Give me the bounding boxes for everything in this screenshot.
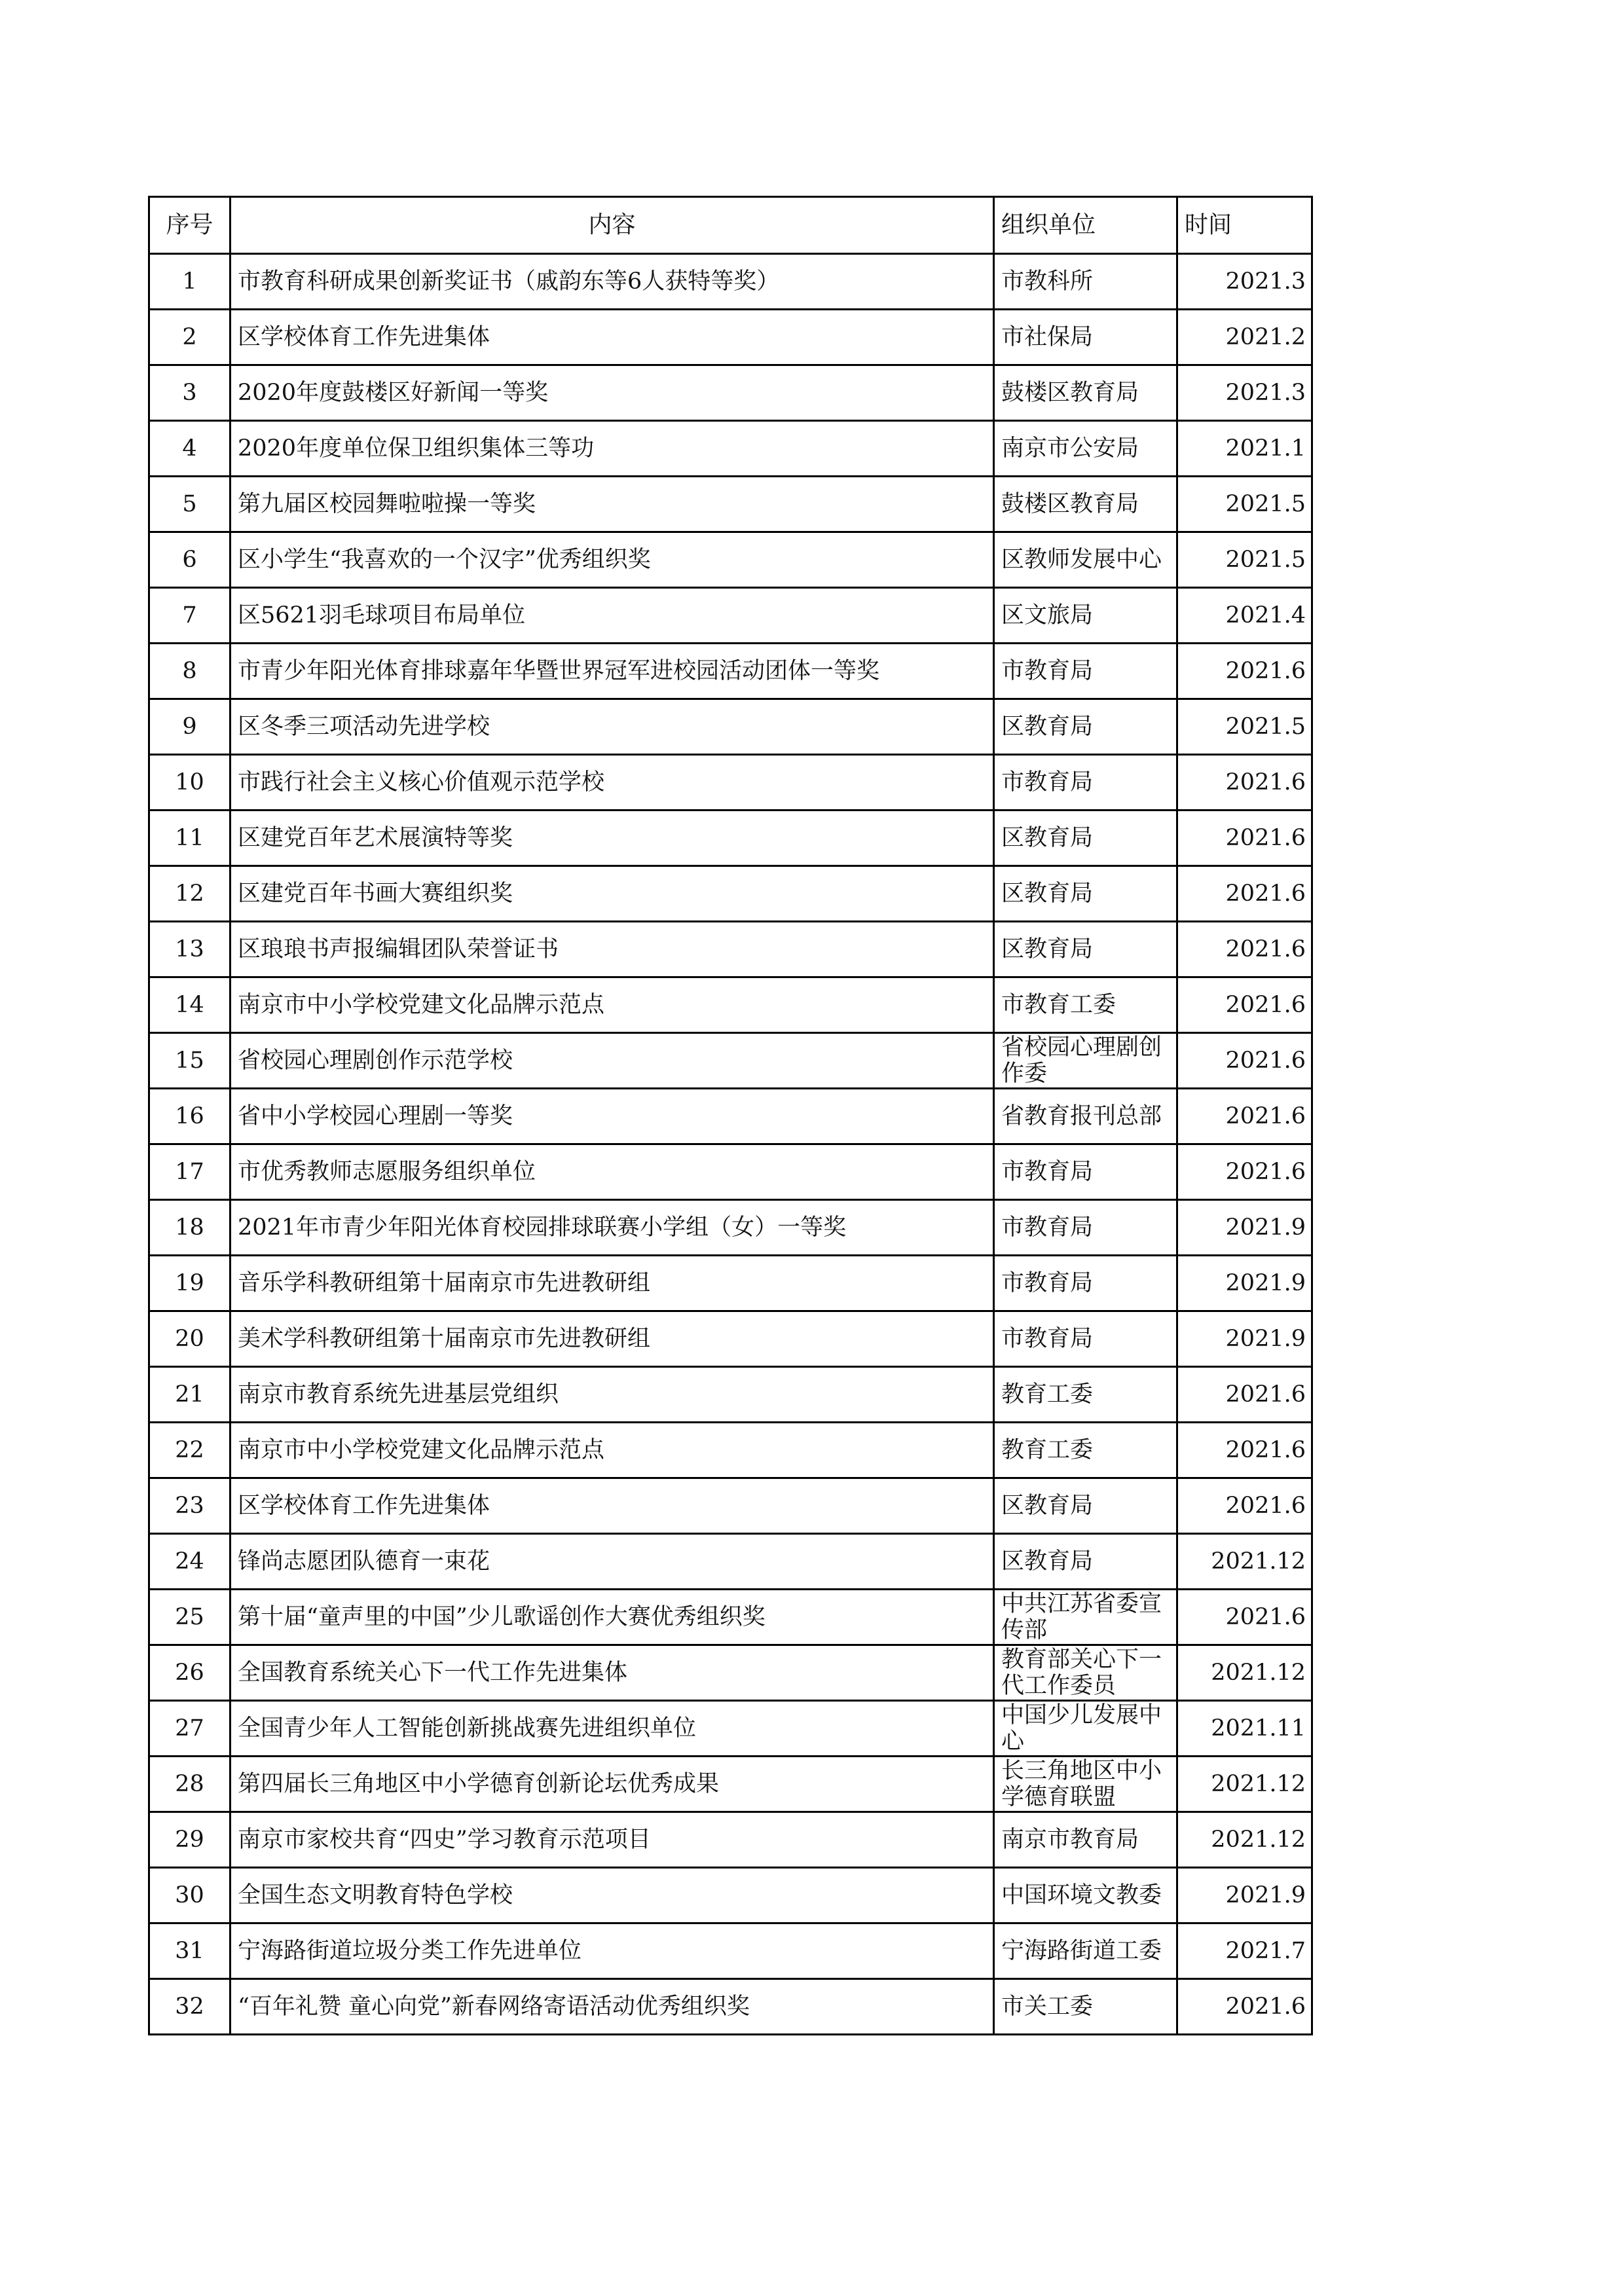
table-row bbox=[149, 977, 1312, 1033]
table-row bbox=[149, 1868, 1312, 1923]
row-serial-number: 30 bbox=[149, 1868, 231, 1923]
row-serial-number: 6 bbox=[149, 532, 231, 588]
row-organization-cell bbox=[994, 1089, 1177, 1144]
row-organization-cell bbox=[994, 1701, 1177, 1757]
table-row bbox=[149, 1089, 1312, 1144]
row-organization: 教育工委 bbox=[1001, 1437, 1094, 1463]
row-content: 区建党百年书画大赛组织奖 bbox=[231, 866, 994, 922]
table-row bbox=[149, 1311, 1312, 1367]
row-organization-cell bbox=[994, 1534, 1177, 1590]
row-time: 2021.6 bbox=[1177, 1979, 1312, 2035]
row-organization-cell bbox=[994, 1757, 1177, 1812]
row-content: 2020年度单位保卫组织集体三等功 bbox=[231, 421, 994, 477]
row-serial-number: 18 bbox=[149, 1200, 231, 1256]
row-organization: 教育工委 bbox=[1001, 1381, 1094, 1408]
row-time: 2021.6 bbox=[1177, 1423, 1312, 1478]
row-organization: 教育部关心下一代工作委员 bbox=[1001, 1647, 1162, 1699]
row-content: 市教育科研成果创新奖证书（戚韵东等6人获特等奖） bbox=[231, 254, 994, 310]
row-organization-cell bbox=[994, 310, 1177, 365]
row-organization-cell bbox=[994, 699, 1177, 755]
row-time: 2021.9 bbox=[1177, 1868, 1312, 1923]
row-organization-cell bbox=[994, 1144, 1177, 1200]
row-time: 2021.9 bbox=[1177, 1311, 1312, 1367]
row-time: 2021.6 bbox=[1177, 1033, 1312, 1089]
row-content: 第九届区校园舞啦啦操一等奖 bbox=[231, 477, 994, 532]
row-time: 2021.6 bbox=[1177, 1144, 1312, 1200]
row-time: 2021.9 bbox=[1177, 1200, 1312, 1256]
row-organization: 区教师发展中心 bbox=[1001, 547, 1162, 573]
row-content: 南京市中小学校党建文化品牌示范点 bbox=[231, 977, 994, 1033]
table-row bbox=[149, 1478, 1312, 1534]
row-time: 2021.6 bbox=[1177, 922, 1312, 977]
row-serial-number: 16 bbox=[149, 1089, 231, 1144]
row-time: 2021.5 bbox=[1177, 477, 1312, 532]
table-row bbox=[149, 421, 1312, 477]
row-organization-cell bbox=[994, 1478, 1177, 1534]
row-organization: 区教育局 bbox=[1001, 825, 1094, 851]
row-serial-number: 28 bbox=[149, 1757, 231, 1812]
row-organization: 市教育局 bbox=[1001, 1214, 1094, 1241]
table-row bbox=[149, 1701, 1312, 1757]
row-serial-number: 5 bbox=[149, 477, 231, 532]
table-row bbox=[149, 811, 1312, 866]
row-serial-number: 15 bbox=[149, 1033, 231, 1089]
row-organization: 南京市公安局 bbox=[1001, 435, 1139, 462]
row-serial-number: 21 bbox=[149, 1367, 231, 1423]
table-row bbox=[149, 588, 1312, 644]
table-row bbox=[149, 1812, 1312, 1868]
row-serial-number: 11 bbox=[149, 811, 231, 866]
row-time: 2021.11 bbox=[1177, 1701, 1312, 1757]
row-time: 2021.12 bbox=[1177, 1757, 1312, 1812]
row-content: 区学校体育工作先进集体 bbox=[231, 1478, 994, 1534]
row-organization-cell bbox=[994, 1200, 1177, 1256]
row-organization-cell bbox=[994, 477, 1177, 532]
row-content: 2021年市青少年阳光体育校园排球联赛小学组（女）一等奖 bbox=[231, 1200, 994, 1256]
row-organization: 市教育局 bbox=[1001, 658, 1094, 684]
row-organization-cell bbox=[994, 1590, 1177, 1645]
row-organization: 市教育局 bbox=[1001, 1326, 1094, 1352]
header-organization: 组织单位 bbox=[994, 197, 1177, 254]
row-serial-number: 25 bbox=[149, 1590, 231, 1645]
row-time: 2021.6 bbox=[1177, 1089, 1312, 1144]
row-time: 2021.12 bbox=[1177, 1534, 1312, 1590]
row-time: 2021.12 bbox=[1177, 1645, 1312, 1701]
header-serial-number: 序号 bbox=[149, 197, 231, 254]
row-content: 音乐学科教研组第十届南京市先进教研组 bbox=[231, 1256, 994, 1311]
table-row bbox=[149, 1256, 1312, 1311]
row-serial-number: 7 bbox=[149, 588, 231, 644]
row-organization-cell bbox=[994, 1311, 1177, 1367]
row-time: 2021.6 bbox=[1177, 866, 1312, 922]
row-content: 第十届“童声里的中国”少儿歌谣创作大赛优秀组织奖 bbox=[231, 1590, 994, 1645]
row-serial-number: 17 bbox=[149, 1144, 231, 1200]
row-serial-number: 3 bbox=[149, 365, 231, 421]
row-time: 2021.4 bbox=[1177, 588, 1312, 644]
row-time: 2021.5 bbox=[1177, 532, 1312, 588]
row-time: 2021.6 bbox=[1177, 1590, 1312, 1645]
row-content: 市青少年阳光体育排球嘉年华暨世界冠军进校园活动团体一等奖 bbox=[231, 644, 994, 699]
row-serial-number: 32 bbox=[149, 1979, 231, 2035]
row-time: 2021.6 bbox=[1177, 644, 1312, 699]
row-serial-number: 1 bbox=[149, 254, 231, 310]
row-content: 全国青少年人工智能创新挑战赛先进组织单位 bbox=[231, 1701, 994, 1757]
row-organization-cell bbox=[994, 811, 1177, 866]
row-organization: 市社保局 bbox=[1001, 324, 1094, 350]
table-row bbox=[149, 644, 1312, 699]
row-content: 区琅琅书声报编辑团队荣誉证书 bbox=[231, 922, 994, 977]
row-organization: 市教育工委 bbox=[1001, 992, 1116, 1018]
row-serial-number: 12 bbox=[149, 866, 231, 922]
row-organization: 区教育局 bbox=[1001, 936, 1094, 962]
table-row bbox=[149, 1757, 1312, 1812]
row-organization: 宁海路街道工委 bbox=[1001, 1938, 1162, 1964]
table-row bbox=[149, 1200, 1312, 1256]
row-time: 2021.2 bbox=[1177, 310, 1312, 365]
row-content: 南京市中小学校党建文化品牌示范点 bbox=[231, 1423, 994, 1478]
row-serial-number: 4 bbox=[149, 421, 231, 477]
row-serial-number: 23 bbox=[149, 1478, 231, 1534]
row-organization: 市教育局 bbox=[1001, 1270, 1094, 1296]
row-content: 南京市教育系统先进基层党组织 bbox=[231, 1367, 994, 1423]
row-content: 全国生态文明教育特色学校 bbox=[231, 1868, 994, 1923]
table-row bbox=[149, 866, 1312, 922]
row-organization-cell bbox=[994, 588, 1177, 644]
row-organization-cell bbox=[994, 254, 1177, 310]
table-row bbox=[149, 1534, 1312, 1590]
row-content: 南京市家校共育“四史”学习教育示范项目 bbox=[231, 1812, 994, 1868]
table-row bbox=[149, 477, 1312, 532]
row-content: 省中小学校园心理剧一等奖 bbox=[231, 1089, 994, 1144]
row-content: 区学校体育工作先进集体 bbox=[231, 310, 994, 365]
row-organization: 中国环境文教委 bbox=[1001, 1882, 1162, 1908]
row-serial-number: 2 bbox=[149, 310, 231, 365]
row-time: 2021.6 bbox=[1177, 811, 1312, 866]
row-content: 市优秀教师志愿服务组织单位 bbox=[231, 1144, 994, 1200]
row-organization-cell bbox=[994, 922, 1177, 977]
row-time: 2021.6 bbox=[1177, 1367, 1312, 1423]
table-row bbox=[149, 922, 1312, 977]
row-time: 2021.7 bbox=[1177, 1923, 1312, 1979]
table-body bbox=[149, 254, 1312, 2035]
header-time: 时间 bbox=[1177, 197, 1312, 254]
table-header-row bbox=[149, 197, 1312, 254]
row-serial-number: 31 bbox=[149, 1923, 231, 1979]
row-serial-number: 22 bbox=[149, 1423, 231, 1478]
row-organization-cell bbox=[994, 1979, 1177, 2035]
row-organization: 市教育局 bbox=[1001, 1159, 1094, 1185]
row-organization-cell bbox=[994, 644, 1177, 699]
row-organization: 区文旅局 bbox=[1001, 602, 1094, 629]
row-time: 2021.9 bbox=[1177, 1256, 1312, 1311]
row-time: 2021.6 bbox=[1177, 977, 1312, 1033]
row-organization: 中国少儿发展中心 bbox=[1001, 1702, 1162, 1755]
awards-table bbox=[148, 196, 1313, 2035]
row-organization: 市教科所 bbox=[1001, 268, 1094, 295]
table-row bbox=[149, 310, 1312, 365]
row-serial-number: 24 bbox=[149, 1534, 231, 1590]
table-row bbox=[149, 1590, 1312, 1645]
row-organization: 省校园心理剧创作委 bbox=[1001, 1034, 1162, 1087]
row-organization: 鼓楼区教育局 bbox=[1001, 380, 1139, 406]
row-serial-number: 13 bbox=[149, 922, 231, 977]
row-content: 市践行社会主义核心价值观示范学校 bbox=[231, 755, 994, 811]
row-organization-cell bbox=[994, 1868, 1177, 1923]
row-serial-number: 8 bbox=[149, 644, 231, 699]
row-serial-number: 29 bbox=[149, 1812, 231, 1868]
row-organization-cell bbox=[994, 1645, 1177, 1701]
row-organization-cell bbox=[994, 421, 1177, 477]
row-organization: 市关工委 bbox=[1001, 1994, 1094, 2020]
row-organization-cell bbox=[994, 1367, 1177, 1423]
row-organization: 长三角地区中小学德育联盟 bbox=[1001, 1758, 1162, 1810]
row-content: 宁海路街道垃圾分类工作先进单位 bbox=[231, 1923, 994, 1979]
row-content: 区冬季三项活动先进学校 bbox=[231, 699, 994, 755]
table-row bbox=[149, 365, 1312, 421]
row-time: 2021.3 bbox=[1177, 254, 1312, 310]
row-organization-cell bbox=[994, 365, 1177, 421]
table-row bbox=[149, 254, 1312, 310]
table-row bbox=[149, 755, 1312, 811]
row-organization: 区教育局 bbox=[1001, 881, 1094, 907]
row-organization: 南京市教育局 bbox=[1001, 1827, 1139, 1853]
row-content: 区小学生“我喜欢的一个汉字”优秀组织奖 bbox=[231, 532, 994, 588]
row-content: 2020年度鼓楼区好新闻一等奖 bbox=[231, 365, 994, 421]
row-organization-cell bbox=[994, 1256, 1177, 1311]
table-row bbox=[149, 1923, 1312, 1979]
row-content: 省校园心理剧创作示范学校 bbox=[231, 1033, 994, 1089]
row-content: 美术学科教研组第十届南京市先进教研组 bbox=[231, 1311, 994, 1367]
row-organization: 区教育局 bbox=[1001, 1493, 1094, 1519]
row-time: 2021.12 bbox=[1177, 1812, 1312, 1868]
table-row bbox=[149, 1979, 1312, 2035]
row-organization-cell bbox=[994, 1033, 1177, 1089]
table-row bbox=[149, 1367, 1312, 1423]
table-row bbox=[149, 532, 1312, 588]
row-serial-number: 26 bbox=[149, 1645, 231, 1701]
row-organization-cell bbox=[994, 755, 1177, 811]
row-content: 全国教育系统关心下一代工作先进集体 bbox=[231, 1645, 994, 1701]
row-content: “百年礼赞 童心向党”新春网络寄语活动优秀组织奖 bbox=[231, 1979, 994, 2035]
row-serial-number: 10 bbox=[149, 755, 231, 811]
row-serial-number: 27 bbox=[149, 1701, 231, 1757]
row-content: 第四届长三角地区中小学德育创新论坛优秀成果 bbox=[231, 1757, 994, 1812]
table-row bbox=[149, 1033, 1312, 1089]
row-serial-number: 20 bbox=[149, 1311, 231, 1367]
row-serial-number: 19 bbox=[149, 1256, 231, 1311]
table-row bbox=[149, 1645, 1312, 1701]
row-organization: 市教育局 bbox=[1001, 769, 1094, 795]
row-organization: 区教育局 bbox=[1001, 1548, 1094, 1575]
row-content: 区5621羽毛球项目布局单位 bbox=[231, 588, 994, 644]
row-content: 锋尚志愿团队德育一束花 bbox=[231, 1534, 994, 1590]
row-organization-cell bbox=[994, 1812, 1177, 1868]
row-organization: 鼓楼区教育局 bbox=[1001, 491, 1139, 517]
row-content: 区建党百年艺术展演特等奖 bbox=[231, 811, 994, 866]
row-organization: 省教育报刊总部 bbox=[1001, 1103, 1162, 1129]
row-organization-cell bbox=[994, 532, 1177, 588]
table-row bbox=[149, 1144, 1312, 1200]
header-content: 内容 bbox=[231, 197, 994, 254]
table-row bbox=[149, 699, 1312, 755]
row-organization-cell bbox=[994, 1423, 1177, 1478]
row-organization-cell bbox=[994, 866, 1177, 922]
row-time: 2021.3 bbox=[1177, 365, 1312, 421]
row-time: 2021.6 bbox=[1177, 1478, 1312, 1534]
row-organization: 区教育局 bbox=[1001, 714, 1094, 740]
row-serial-number: 9 bbox=[149, 699, 231, 755]
row-time: 2021.1 bbox=[1177, 421, 1312, 477]
row-organization-cell bbox=[994, 1923, 1177, 1979]
row-time: 2021.6 bbox=[1177, 755, 1312, 811]
row-organization: 中共江苏省委宣传部 bbox=[1001, 1591, 1162, 1643]
table-row bbox=[149, 1423, 1312, 1478]
row-serial-number: 14 bbox=[149, 977, 231, 1033]
row-time: 2021.5 bbox=[1177, 699, 1312, 755]
row-organization-cell bbox=[994, 977, 1177, 1033]
